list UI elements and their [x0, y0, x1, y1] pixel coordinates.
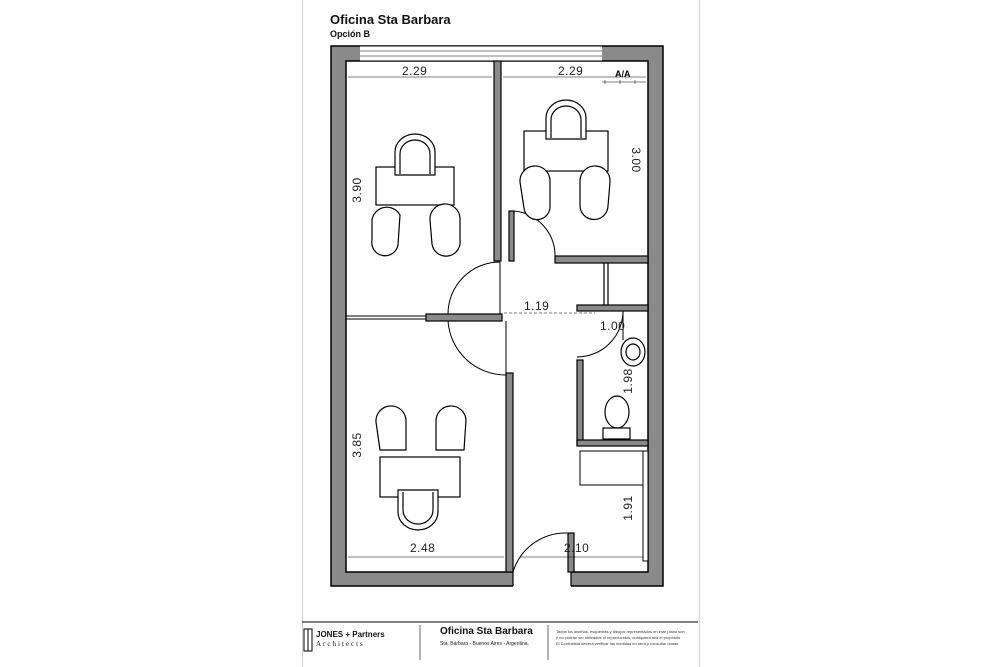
dim-storage-depth: 1.91: [621, 495, 635, 521]
footer-project-title: Oficina Sta Barbara: [440, 626, 533, 637]
footer-location: Sta. Bárbara - Buenos Aires - Argentina.: [440, 641, 529, 647]
dim-hall-width: 1.19: [524, 299, 550, 313]
dim-bath-width: 1.00: [600, 319, 626, 333]
drawing-title: Oficina Sta Barbara: [330, 12, 451, 27]
footer-note: y no podrán ser utilizados ni reproducidos, cualquiera sea el propósito: [556, 635, 681, 640]
dim-office1-depth: 3.90: [350, 177, 364, 203]
firm-sub: Architects: [316, 640, 365, 648]
dim-office2-width: 2.29: [558, 64, 584, 78]
section-marker: A/A: [615, 69, 631, 79]
office2-guest-chair-right: [580, 166, 610, 220]
office3-guest-chair-right: [436, 406, 466, 450]
dim-office3-width: 2.48: [410, 541, 436, 555]
dim-office2-depth: 3.00: [629, 147, 643, 173]
dim-office3-depth: 3.85: [350, 432, 364, 458]
office2-guest-chair-left: [520, 166, 550, 220]
office1-guest-chair-left: [372, 207, 400, 256]
office1-guest-chair-right: [430, 204, 460, 256]
firm-logo-icon: [304, 629, 312, 651]
toilet-icon: [605, 396, 629, 428]
dim-bath-depth: 1.98: [621, 368, 635, 394]
dim-office1-width: 2.29: [402, 64, 428, 78]
firm-name: JONES + Partners: [316, 630, 385, 639]
footer-notes: [556, 629, 696, 647]
dim-entry-width: 2.10: [564, 541, 590, 555]
drawing-subtitle: Opción B: [330, 29, 370, 39]
footer-note: El Contratista deberá verificar las medidas en obra y consultar dudas: [556, 641, 679, 646]
office3-guest-chair-left: [376, 406, 406, 450]
footer-note: Todos los diseños, esquemas y dibujos representados en este plano son: [556, 629, 685, 634]
